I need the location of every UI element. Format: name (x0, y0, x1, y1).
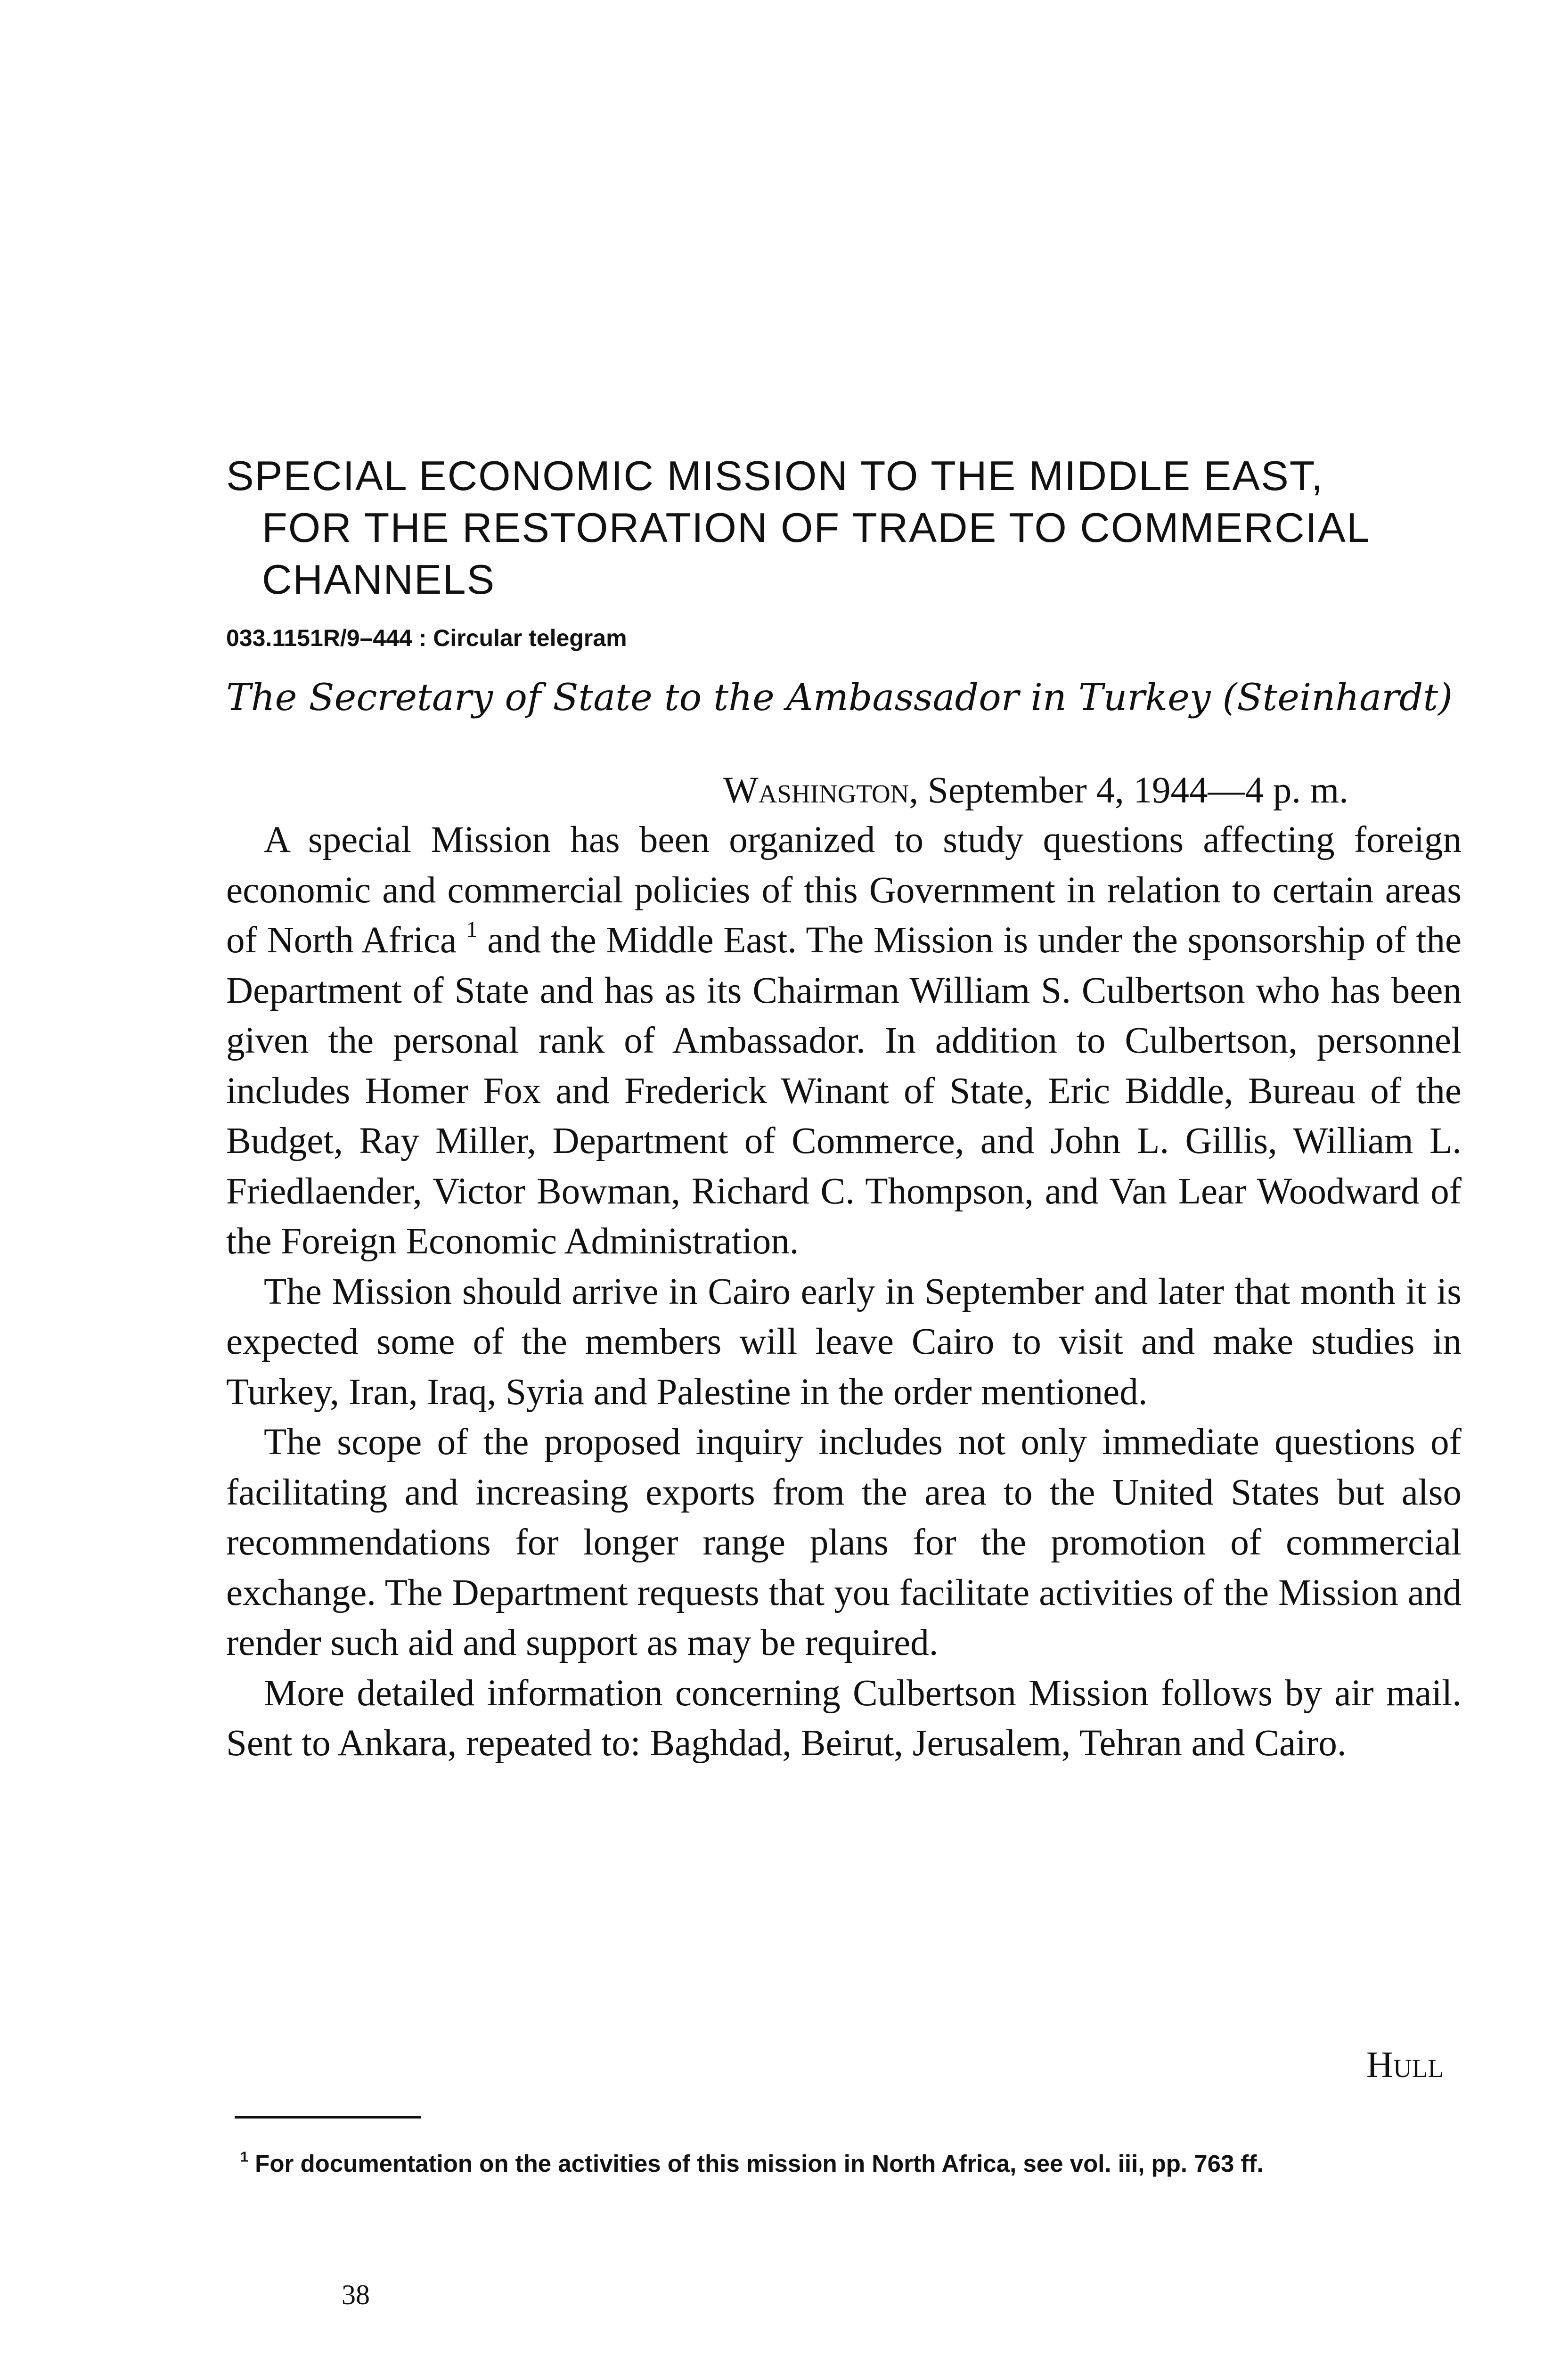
signature: Hull (1366, 2045, 1444, 2086)
file-number: 033.1151R/9–444 (226, 625, 412, 651)
file-reference (226, 623, 627, 653)
heading-line-1: SPECIAL ECONOMIC MISSION TO THE MIDDLE EAST, (226, 452, 1324, 499)
page-number: 38 (342, 2279, 370, 2310)
footnote-reference: 1 (466, 917, 478, 942)
paragraph-3: The scope of the proposed inquiry includes not only immediate questions of facilitating and increasing exports from the area to the United States but also recommendations for longer range plans for the promotion of commercial exchange. The Department requests that you facilitate activities of the Mission and render such aid and support as may be required. (226, 1422, 1462, 1663)
heading-line-2: FOR THE RESTORATION OF TRADE TO COMMERCIAL (262, 504, 1371, 551)
footnote-divider (235, 2116, 421, 2119)
telegram-body (226, 815, 1462, 1769)
paragraph-1-text-b: and the Middle East. The Mission is under the sponsorship of the Department of State and has as its Chairman William S. Culbertson who has been given the personal rank of Ambassador. In addition to Culbertson, personnel includes Homer Fox and Frederick Winant of State, Eric Biddle, Bureau of the Budget, Ray Miller, Department of Commerce, and John L. Gillis, William L. Friedlaender, Victor Bowman, Richard C. Thompson, and Van Lear Woodward of the Foreign Economic Administration. (226, 920, 1462, 1262)
paragraph-4: More detailed information concerning Culbertson Mission follows by air mail. Sent to Ankara, repeated to: Baghdad, Beirut, Jerusalem, Tehran and Cairo. (226, 1672, 1462, 1764)
dateline-place: Washington (723, 770, 909, 811)
section-heading (226, 450, 1498, 605)
dateline (723, 766, 1348, 816)
file-separator: : (412, 625, 433, 651)
footnote-marker: 1 (240, 2149, 249, 2165)
document-type: Circular telegram (433, 625, 627, 651)
address-line: The Secretary of State to the Ambassador in Turkey (Steinhardt) (226, 676, 1453, 719)
paragraph-2: The Mission should arrive in Cairo early in September and later that month it is expected some of the members will leave Cairo to visit and make studies in Turkey, Iran, Iraq, Syria and Palestine in the order mentioned. (226, 1271, 1462, 1413)
footnote (226, 2148, 1475, 2179)
dateline-date: , September 4, 1944—4 p. m. (909, 770, 1348, 811)
paragraph-1-text-a: A special Mission has been organized to study questions affecting foreign economic and commercial policies of this Government in relation to certain areas of North Africa (226, 819, 1462, 961)
paragraph-1 (226, 815, 1462, 1267)
heading-line-3: CHANNELS (262, 556, 496, 603)
footnote-text: For documentation on the activities of this mission in North Africa, see vol. iii, pp. 763 ff. (248, 2150, 1264, 2177)
